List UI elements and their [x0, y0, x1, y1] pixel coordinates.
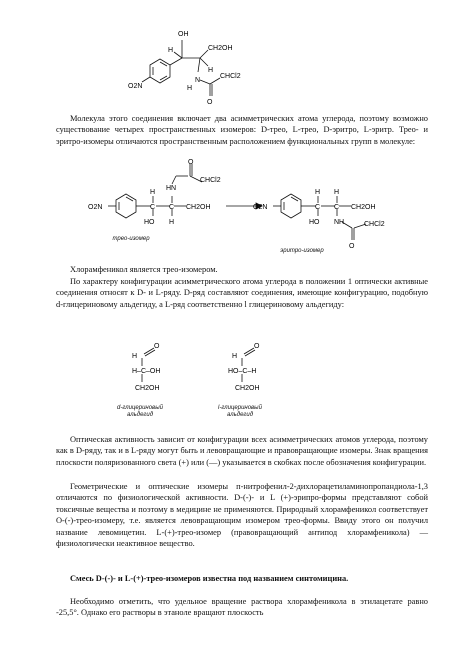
l-h-label: H: [232, 353, 238, 360]
n-label: N: [195, 77, 201, 84]
h-right-2: H: [334, 189, 340, 196]
h-left-bottom: H: [169, 219, 175, 226]
c-label-2: C: [169, 204, 175, 211]
paragraph-isomers: Молекула этого соединения включает два асимметрических атома углерода, поэтому возможно существование четырех пространственных изомеров: D-трео, L-трео, D-эритро, L-эритр. Трео- и эритро-изомеры отличаются пространственным расположением функциональных групп в молекуле:: [56, 114, 428, 146]
d-caption-line1: d-глицериновый: [117, 405, 163, 411]
h-right-1: H: [315, 189, 321, 196]
paragraph-physiology: Геометрические и оптические изомеры п-нитрофенил-2-дихлорацетиламинопропандиола-1,3 отличаются по физиологической активности. D-(-)- и L (+)-эрипро-формы представляют собой токсичные вещества и поэтому в медицине не применяются. Природный хлорамфеникол соответствует O-(-)-трео-изомеру, т.е. является левовращающим изомером трео-формы. Ввиду этого он получил название левомицетин. L-(+)-трео-изомер (правовращающий антипод хлорамфеникола) — физиологически неактивное вещество.: [56, 482, 428, 549]
h-label-3: H: [187, 85, 193, 92]
nh-right-label: NH: [334, 219, 345, 226]
erythro-caption: эритро-изомер: [280, 248, 324, 254]
c-right-1: C: [315, 204, 321, 211]
h-label-1: H: [168, 47, 174, 54]
o2n-right-label: O2N: [253, 204, 268, 211]
l-glyceraldehyde-caption: [200, 405, 280, 419]
ho-left-label: HO: [144, 219, 155, 226]
o-right-label: O: [349, 243, 355, 250]
h-label-2: H: [208, 67, 214, 74]
l-caption-line1: l-глицериновый: [218, 405, 262, 411]
l-hoch-label: HO–C–H: [228, 368, 257, 375]
threo-erythro-structures: [86, 160, 391, 260]
o-label-left: O: [188, 159, 194, 166]
chcl2-label: CHCl2: [220, 73, 241, 80]
d-caption-line2: альдегид: [126, 412, 154, 418]
d-o-label: O: [154, 343, 160, 350]
ch2oh-right-label: CH2OH: [351, 204, 376, 211]
c1-h-label: H: [150, 189, 156, 196]
oh-label: OH: [178, 31, 189, 38]
no2-label: O2N: [128, 83, 143, 90]
paragraph-chloramphenicol: Хлорамфеникол является трео-изомером.: [70, 265, 218, 274]
l-o-label: O: [254, 343, 260, 350]
paragraph-configuration: По характеру конфигурации асимметрического атома углерода в положении 1 оптически активные соединения относят к D- и L-ряду. D-ряд составляют соединения, имеющие конфигурацию, подобную d-глицериновому альдегиду, а L-ряд соответственно l глицериновому альдегиду:: [56, 277, 428, 309]
d-hcoh-label: H–C–OH: [132, 368, 161, 375]
ho-right-label: HO: [309, 219, 320, 226]
l-ch2oh-label: CH2OH: [235, 385, 260, 392]
ch2oh-left-label: CH2OH: [186, 204, 211, 211]
chcl2-left-label: CHCl2: [200, 177, 221, 184]
hn-label: HN: [166, 185, 177, 192]
d-ch2oh-label: CH2OH: [135, 385, 160, 392]
c-label: C: [150, 204, 156, 211]
ch2oh-label: CH2OH: [208, 45, 233, 52]
l-caption-line2: альдегид: [226, 412, 254, 418]
d-h-label: H: [132, 353, 138, 360]
o2n-left-label: O2N: [88, 204, 103, 211]
paragraph-rotation: Необходимо отметить, что удельное вращение раствора хлорамфеникола в этилацетате равно -25,5°. Однако его растворы в этаноле вращают плоскость: [56, 597, 428, 618]
o-label: O: [207, 99, 213, 106]
paragraph-optical-activity: Оптическая активность зависит от конфигурации всех асимметрических атомов углерода, поэтому как в D-ряду, так и в L-ряду могут быть и левовращающие и правовращающие изомеры. Знак вращения плоскости поляризованного света (+) или (—) указывается в скобках после обозначения конфигурации.: [56, 435, 428, 467]
c-right-2: C: [334, 204, 340, 211]
threo-caption: трео-изомер: [112, 236, 150, 242]
chcl2-right-label: CHCl2: [364, 221, 385, 228]
chloramphenicol-structure: [130, 10, 330, 110]
d-glyceraldehyde-caption: [100, 405, 180, 419]
heading-synthomycin: Смесь D-(-)- и L-(+)-трео-изомеров известна под названием синтомицина.: [70, 574, 349, 583]
